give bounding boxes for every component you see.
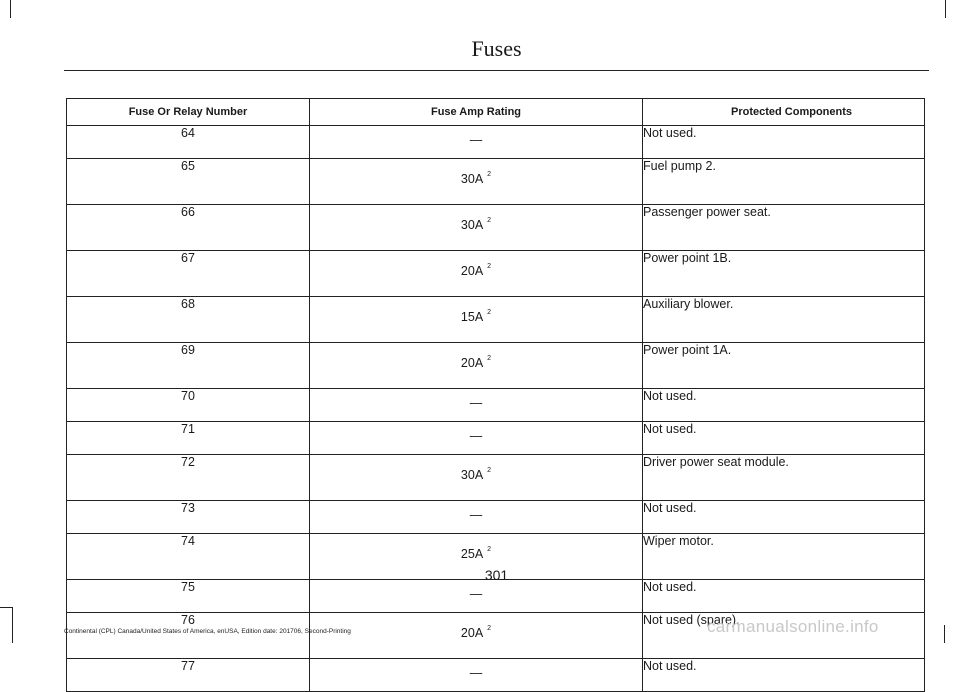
fuse-number-cell: 64 bbox=[67, 126, 310, 159]
amp-rating bbox=[470, 587, 483, 601]
protected-component-cell: Not used. bbox=[643, 659, 925, 692]
footnote-marker: 2 bbox=[487, 625, 492, 632]
protected-component-cell: Power point 1B. bbox=[643, 251, 925, 297]
fuse-amp-cell bbox=[310, 422, 643, 455]
amp-rating bbox=[470, 396, 483, 410]
protected-component-cell: Not used. bbox=[643, 501, 925, 534]
table-row bbox=[67, 422, 925, 455]
fuse-amp-cell bbox=[310, 343, 643, 389]
amp-rating bbox=[461, 310, 491, 324]
table-row bbox=[67, 455, 925, 501]
amp-rating-text: 20A bbox=[460, 264, 484, 278]
crop-mark-bottom-left bbox=[12, 607, 13, 643]
fuse-number-cell: 69 bbox=[67, 343, 310, 389]
amp-rating-text: — bbox=[469, 396, 483, 410]
amp-rating-text: 25A bbox=[460, 547, 484, 561]
table-row bbox=[67, 659, 925, 692]
column-header-components: Protected Components bbox=[643, 99, 925, 126]
footnote-marker: 2 bbox=[487, 355, 492, 362]
fuse-amp-cell bbox=[310, 389, 643, 422]
amp-rating bbox=[461, 626, 491, 640]
fuse-amp-cell bbox=[310, 205, 643, 251]
protected-component-cell: Driver power seat module. bbox=[643, 455, 925, 501]
fuse-number-cell: 68 bbox=[67, 297, 310, 343]
table-row bbox=[67, 251, 925, 297]
protected-component-cell: Not used. bbox=[643, 126, 925, 159]
protected-component-cell: Not used. bbox=[643, 389, 925, 422]
fuse-number-cell: 72 bbox=[67, 455, 310, 501]
fuse-number-cell: 75 bbox=[67, 580, 310, 613]
amp-rating-text: 30A bbox=[460, 172, 484, 186]
fuse-number-cell: 74 bbox=[67, 534, 310, 580]
footnote-marker: 2 bbox=[487, 263, 492, 270]
table-row bbox=[67, 343, 925, 389]
table-row bbox=[67, 297, 925, 343]
header-divider bbox=[64, 70, 929, 71]
protected-component-cell: Fuel pump 2. bbox=[643, 159, 925, 205]
amp-rating bbox=[461, 264, 491, 278]
amp-rating bbox=[461, 172, 491, 186]
amp-rating bbox=[461, 468, 491, 482]
protected-component-cell: Auxiliary blower. bbox=[643, 297, 925, 343]
fuse-number-cell: 71 bbox=[67, 422, 310, 455]
amp-rating-text: 30A bbox=[460, 218, 484, 232]
column-header-amp: Fuse Amp Rating bbox=[310, 99, 643, 126]
amp-rating-text: 30A bbox=[460, 468, 484, 482]
footnote-marker: 2 bbox=[487, 217, 492, 224]
protected-component-cell: Passenger power seat. bbox=[643, 205, 925, 251]
amp-rating-text: 20A bbox=[460, 626, 484, 640]
fuse-amp-cell bbox=[310, 659, 643, 692]
protected-component-cell: Not used (spare). bbox=[643, 613, 925, 659]
page-title: Fuses bbox=[471, 36, 522, 61]
edition-footer: Continental (CPL) Canada/United States of America, enUSA, Edition date: 201706, Second-Printing bbox=[64, 628, 351, 635]
crop-mark-top-right bbox=[945, 0, 946, 18]
fuse-amp-cell bbox=[310, 126, 643, 159]
footnote-marker: 2 bbox=[487, 546, 492, 553]
amp-rating bbox=[470, 508, 483, 522]
amp-rating bbox=[470, 666, 483, 680]
crop-mark-top-left bbox=[10, 0, 11, 18]
amp-rating bbox=[461, 547, 491, 561]
fuse-number-cell: 70 bbox=[67, 389, 310, 422]
table-row bbox=[67, 159, 925, 205]
amp-rating-text: — bbox=[469, 587, 483, 601]
amp-rating bbox=[461, 356, 491, 370]
page-number: 301 bbox=[484, 567, 509, 583]
fuse-amp-cell bbox=[310, 297, 643, 343]
table-row bbox=[67, 389, 925, 422]
fuse-amp-cell bbox=[310, 455, 643, 501]
footnote-marker: 2 bbox=[487, 467, 492, 474]
watermark: carmanualsonline.info bbox=[707, 617, 879, 636]
fuse-number-cell: 67 bbox=[67, 251, 310, 297]
amp-rating-text: — bbox=[469, 508, 483, 522]
table-row bbox=[67, 126, 925, 159]
amp-rating-text: — bbox=[469, 133, 483, 147]
column-header-number: Fuse Or Relay Number bbox=[67, 99, 310, 126]
fuse-number-cell: 77 bbox=[67, 659, 310, 692]
crop-mark-bottom-right bbox=[944, 625, 945, 643]
table-header-row bbox=[67, 99, 925, 126]
fuse-amp-cell bbox=[310, 251, 643, 297]
fuse-number-cell: 66 bbox=[67, 205, 310, 251]
fuse-amp-cell bbox=[310, 159, 643, 205]
footnote-marker: 2 bbox=[487, 171, 492, 178]
table-row bbox=[67, 501, 925, 534]
amp-rating-text: — bbox=[469, 666, 483, 680]
fuse-amp-cell bbox=[310, 580, 643, 613]
fuse-number-cell: 76 bbox=[67, 613, 310, 659]
protected-component-cell: Wiper motor. bbox=[643, 534, 925, 580]
amp-rating-text: 15A bbox=[460, 310, 484, 324]
fuse-amp-cell bbox=[310, 613, 643, 659]
amp-rating-text: — bbox=[469, 429, 483, 443]
fuse-number-cell: 73 bbox=[67, 501, 310, 534]
amp-rating bbox=[470, 133, 483, 147]
amp-rating bbox=[470, 429, 483, 443]
protected-component-cell: Not used. bbox=[643, 422, 925, 455]
fuse-number-cell: 65 bbox=[67, 159, 310, 205]
protected-component-cell: Not used. bbox=[643, 580, 925, 613]
table-row bbox=[67, 205, 925, 251]
protected-component-cell: Power point 1A. bbox=[643, 343, 925, 389]
table-row bbox=[67, 580, 925, 613]
amp-rating-text: 20A bbox=[460, 356, 484, 370]
fuse-amp-cell bbox=[310, 501, 643, 534]
footnote-marker: 2 bbox=[487, 309, 492, 316]
amp-rating bbox=[461, 218, 491, 232]
fuse-table bbox=[66, 98, 925, 692]
